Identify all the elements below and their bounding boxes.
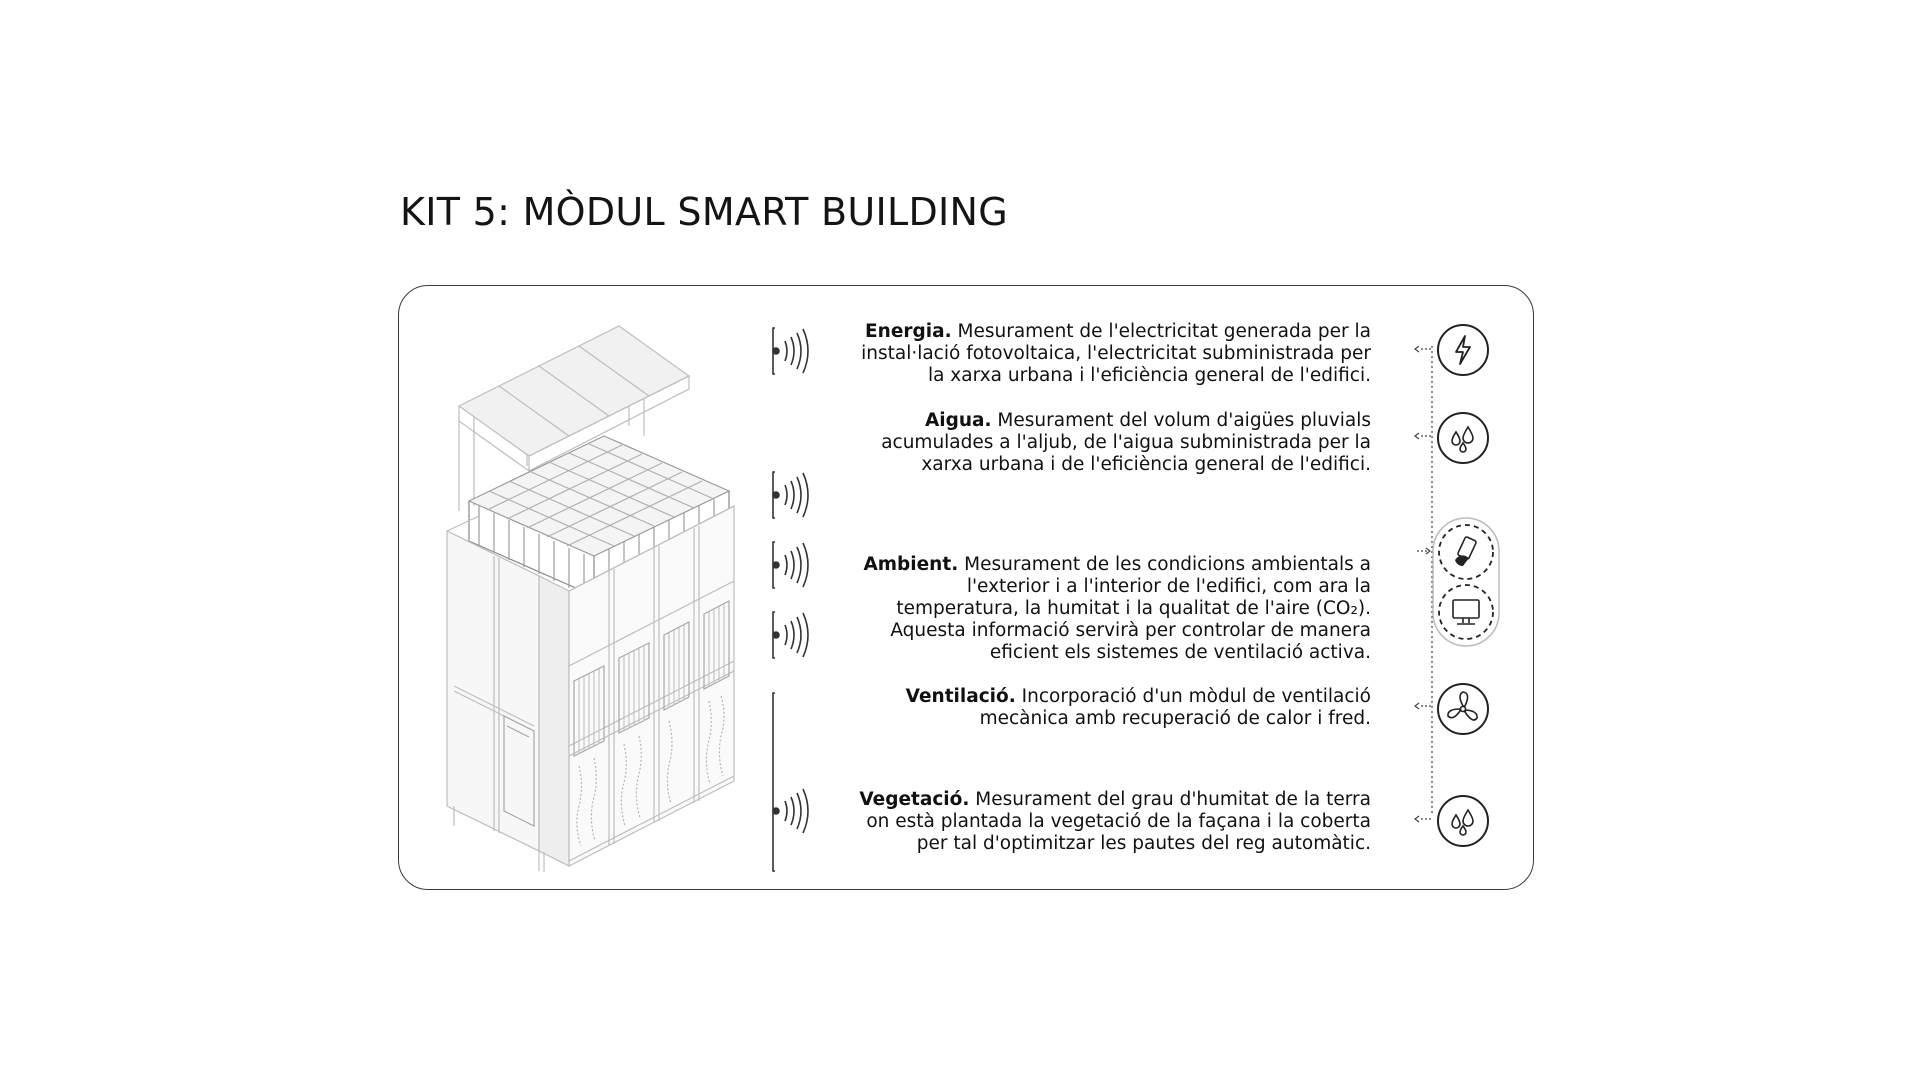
sensor-aigua-icon [769, 468, 829, 528]
page-title: KIT 5: MÒDUL SMART BUILDING [400, 190, 1009, 234]
sensor-ventilacio-icon [769, 608, 829, 668]
desc-ventilacio-heading: Ventilació. [905, 686, 1016, 707]
sensor-energia-icon [769, 324, 829, 384]
desc-energia-heading: Energia. [865, 321, 952, 342]
water-drops-icon [1435, 410, 1491, 466]
desc-ventilacio-text: Incorporació d'un mòdul de ventilació mecànica amb recuperació de calor i fred. [979, 686, 1371, 729]
desc-ambient-heading: Ambient. [863, 554, 959, 575]
smartphone-and-computer-icon [1431, 516, 1501, 648]
desc-vegetacio-heading: Vegetació. [859, 789, 970, 810]
desc-ambient [851, 554, 1371, 664]
diagram-panel [398, 285, 1534, 890]
building-isometric-drawing [399, 286, 799, 886]
sensor-vegetacio-icon [769, 691, 829, 881]
desc-aigua [851, 410, 1371, 476]
desc-energia-text: Mesurament de l'electricitat generada per la instal·lació fotovoltaica, l'electricitat subministrada per la xarxa urbana i l'eficiència general de l'edifici. [861, 321, 1371, 386]
water-drops-icon [1435, 793, 1491, 849]
fan-icon [1435, 681, 1491, 737]
desc-energia [851, 321, 1371, 387]
desc-vegetacio [851, 789, 1371, 855]
desc-ambient-text: Mesurament de les condicions ambientals a l'exterior i a l'interior de l'edifici, com ara la temperatura, la humitat i la qualitat de l'aire (CO₂). Aquesta informació servirà per controlar de manera eficient els sistemes de ventilació activa. [890, 554, 1371, 663]
desc-aigua-heading: Aigua. [924, 410, 992, 431]
desc-vegetacio-text: Mesurament del grau d'humitat de la terra on està plantada la vegetació de la façana i la coberta per tal d'optimitzar les pautes del reg automàtic. [866, 789, 1371, 854]
desc-ventilacio [851, 686, 1371, 730]
sensor-ambient-icon [769, 538, 829, 598]
desc-aigua-text: Mesurament del volum d'aigües pluvials acumulades a l'aljub, de l'aigua subministrada per la xarxa urbana i de l'eficiència general de l'edifici. [881, 410, 1371, 475]
lightning-bolt-icon [1435, 322, 1491, 378]
